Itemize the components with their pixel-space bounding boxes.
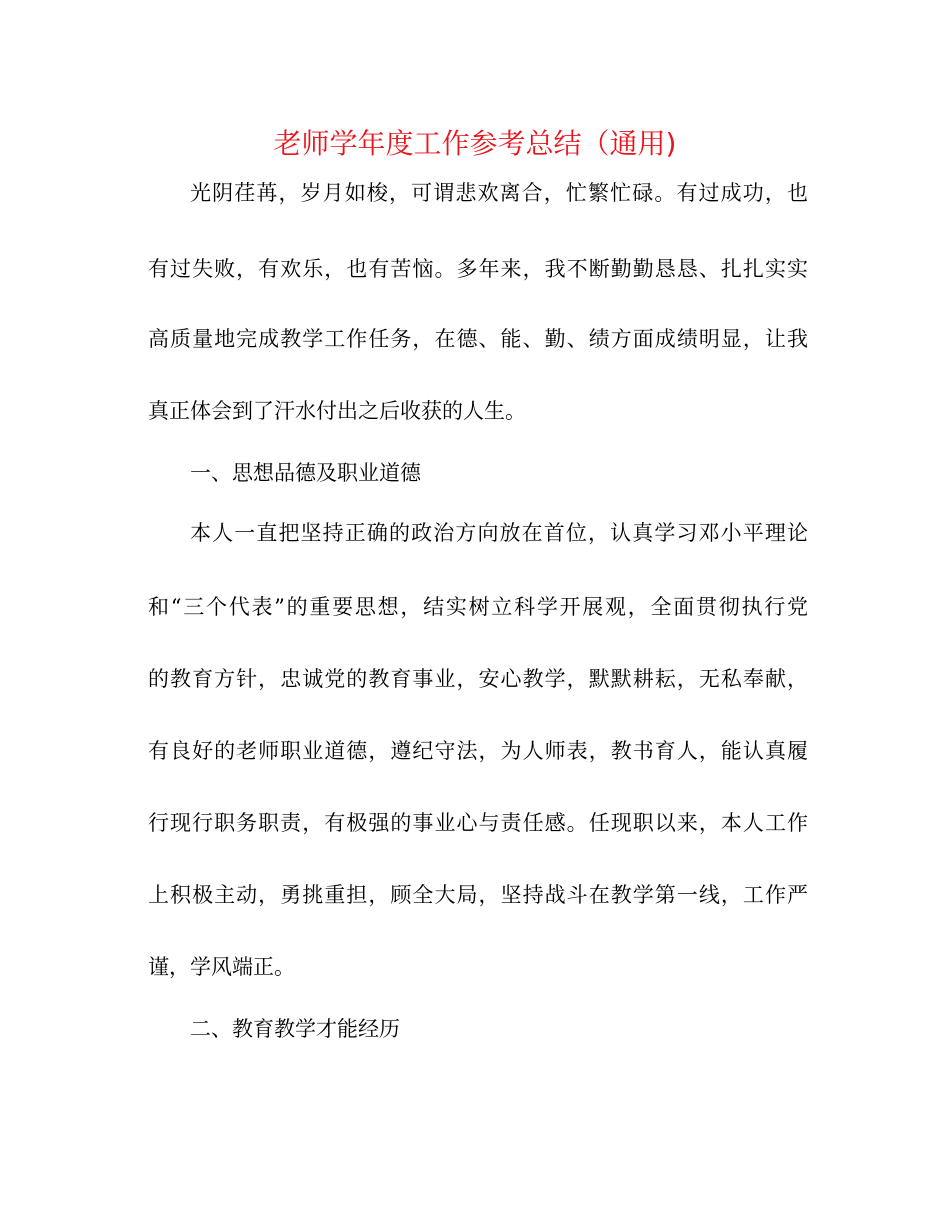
paragraph-1-line-1: 光阴荏苒，岁月如梭，可谓悲欢离合，忙繁忙碌。有过成功，也 bbox=[190, 181, 808, 205]
section-heading-1: 一、思想品德及职业道德 bbox=[190, 461, 421, 485]
paragraph-2-line-4: 有良好的老师职业道德，遵纪守法，为人师表，教书育人，能认真履 bbox=[148, 739, 808, 763]
paragraph-2-line-6: 上积极主动，勇挑重担，顾全大局，坚持战斗在教学第一线，工作严 bbox=[148, 883, 808, 907]
paragraph-2-line-3: 的教育方针，忠诚党的教育事业，安心教学，默默耕耘，无私奉献， bbox=[148, 667, 808, 691]
paragraph-2-line-5: 行现行职务职责，有极强的事业心与责任感。任现职以来，本人工作 bbox=[148, 811, 808, 835]
paragraph-1-line-2: 有过失败，有欢乐，也有苦恼。多年来，我不断勤勤恳恳、扎扎实实 bbox=[148, 257, 808, 281]
paragraph-2-line-7: 谨，学风端正。 bbox=[148, 955, 295, 979]
paragraph-1-line-3: 高质量地完成教学工作任务，在德、能、勤、绩方面成绩明显，让我 bbox=[148, 327, 808, 351]
paragraph-1-line-4: 真正体会到了汗水付出之后收获的人生。 bbox=[148, 399, 526, 423]
document-title: 老师学年度工作参考总结（通用) bbox=[273, 127, 677, 160]
paragraph-2-line-2: 和“三个代表”的重要思想，结实树立科学开展观，全面贯彻执行党 bbox=[148, 595, 808, 619]
paragraph-2-line-1: 本人一直把坚持正确的政治方向放在首位，认真学习邓小平理论 bbox=[190, 521, 808, 545]
section-heading-2: 二、教育教学才能经历 bbox=[190, 1017, 400, 1041]
